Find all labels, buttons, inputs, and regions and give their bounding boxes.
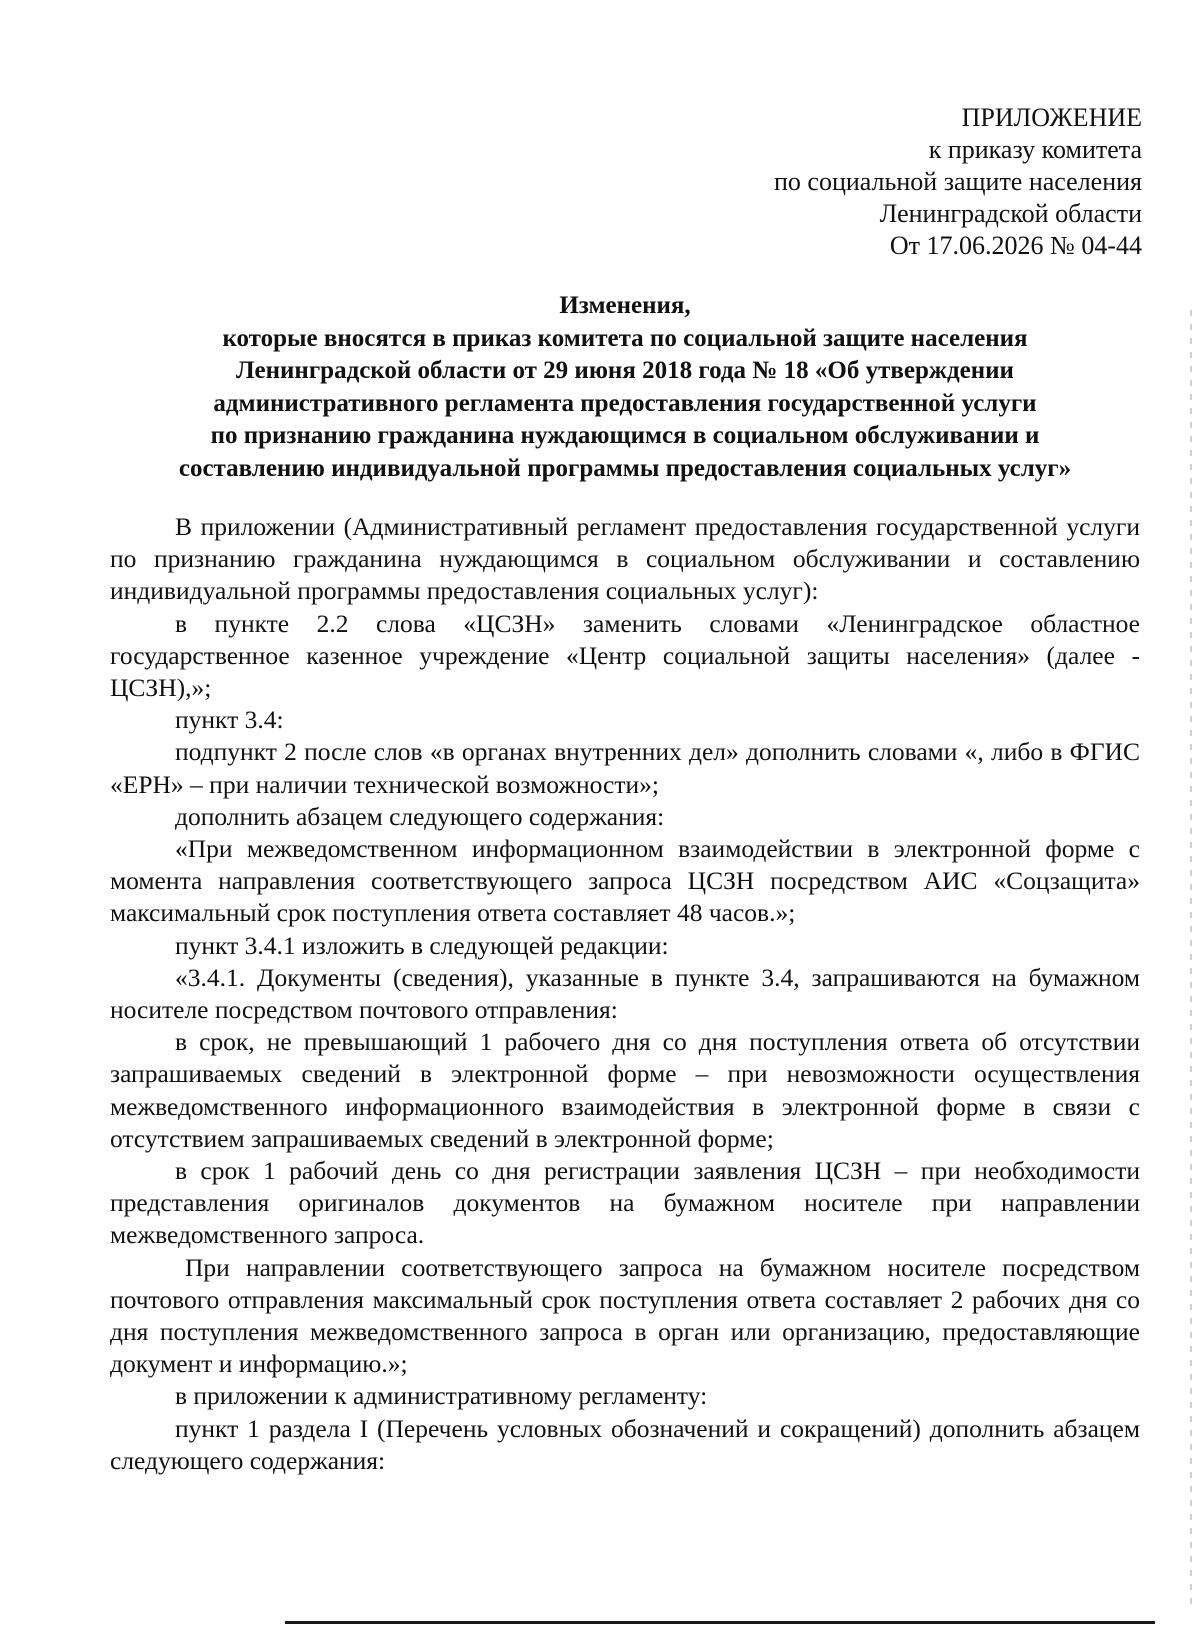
body-paragraph: пункт 3.4:: [175, 705, 284, 735]
title-line: составлению индивидуальной программы предоставления социальных услуг»: [178, 454, 1072, 482]
title-line: Ленинградской области от 29 июня 2018 года № 18 «Об утверждении: [236, 357, 1014, 385]
body-paragraph: пункт 1 раздела I (Перечень условных обозначений и сокращений) дополнить абзацем следующего содержания:: [110, 1413, 1140, 1475]
body-paragraph: «При межведомственном информационном взаимодействии в электронной форме с момента направления соответствующего запроса ЦСЗН посредством АИС «Соцзащита» максимальный срок поступления ответа составляет 48 часов.»;: [110, 834, 1140, 928]
order-date-number: От 17.06.2026 № 04-44: [889, 231, 1142, 260]
committee-line: по социальной защите населения: [773, 167, 1142, 196]
title-line: административного регламента предоставления государственной услуги: [213, 389, 1037, 417]
body-paragraph: в срок, не превышающий 1 рабочего дня со дня поступления ответа об отсутствии запрашиваемых сведений в электронной форме – при невозможности осуществления межведомственного информационного взаимодействия в электронной форме в связи с отсутствием запрашиваемых сведений в электронной форме;: [110, 1027, 1140, 1153]
approval-header: [582, 102, 1142, 262]
body-paragraph: дополнить абзацем следующего содержания:: [175, 801, 665, 831]
scan-edge-artifact: [1190, 310, 1192, 1610]
region-line: Ленинградской области: [879, 199, 1142, 228]
body-paragraph: в пункте 2.2 слова «ЦСЗН» заменить словами «Ленинградское областное государственное казенное учреждение «Центр социальной защиты населения» (далее - ЦСЗН),»;: [110, 608, 1140, 703]
title-line: которые вносятся в приказ комитета по социальной защите населения: [222, 324, 1028, 352]
body-paragraph: пункт 3.4.1 изложить в следующей редакции:: [175, 930, 669, 960]
body-paragraph: При направлении соответствующего запроса на бумажном носителе посредством почтового отправления максимальный срок поступления ответа составляет 2 рабочих дня со дня поступления межведомственного запроса в орган или организацию, предоставляющие документ и информацию.»;: [110, 1252, 1140, 1379]
body-paragraph: в срок 1 рабочий день со дня регистрации заявления ЦСЗН – при необходимости представления оригиналов документов на бумажном носителе при направлении межведомственного запроса.: [110, 1156, 1140, 1250]
appendix-label: ПРИЛОЖЕНИЕ: [961, 103, 1142, 132]
order-reference-line: к приказу комитета: [928, 135, 1142, 164]
body-paragraph: «3.4.1. Документы (сведения), указанные в пункте 3.4, запрашиваются на бумажном носителе посредством почтового отправления:: [110, 962, 1140, 1025]
title-line: Изменения,: [559, 292, 691, 319]
body-paragraph: подпункт 2 после слов «в органах внутренних дел» дополнить словами «, либо в ФГИС «ЕРН» – при наличии технической возможности»;: [110, 737, 1140, 799]
body-paragraph: В приложении (Административный регламент предоставления государственной услуги по признанию гражданина нуждающимся в социальном обслуживании и составлению индивидуальной программы предоставления социальных услуг):: [110, 512, 1140, 606]
scan-bottom-rule: [285, 1621, 1155, 1624]
title-line: по признанию гражданина нуждающимся в социальном обслуживании и: [210, 422, 1040, 450]
body-paragraph: в приложении к административному регламенту:: [175, 1381, 708, 1411]
document-title: [110, 290, 1140, 486]
document-body: [110, 511, 1140, 1477]
